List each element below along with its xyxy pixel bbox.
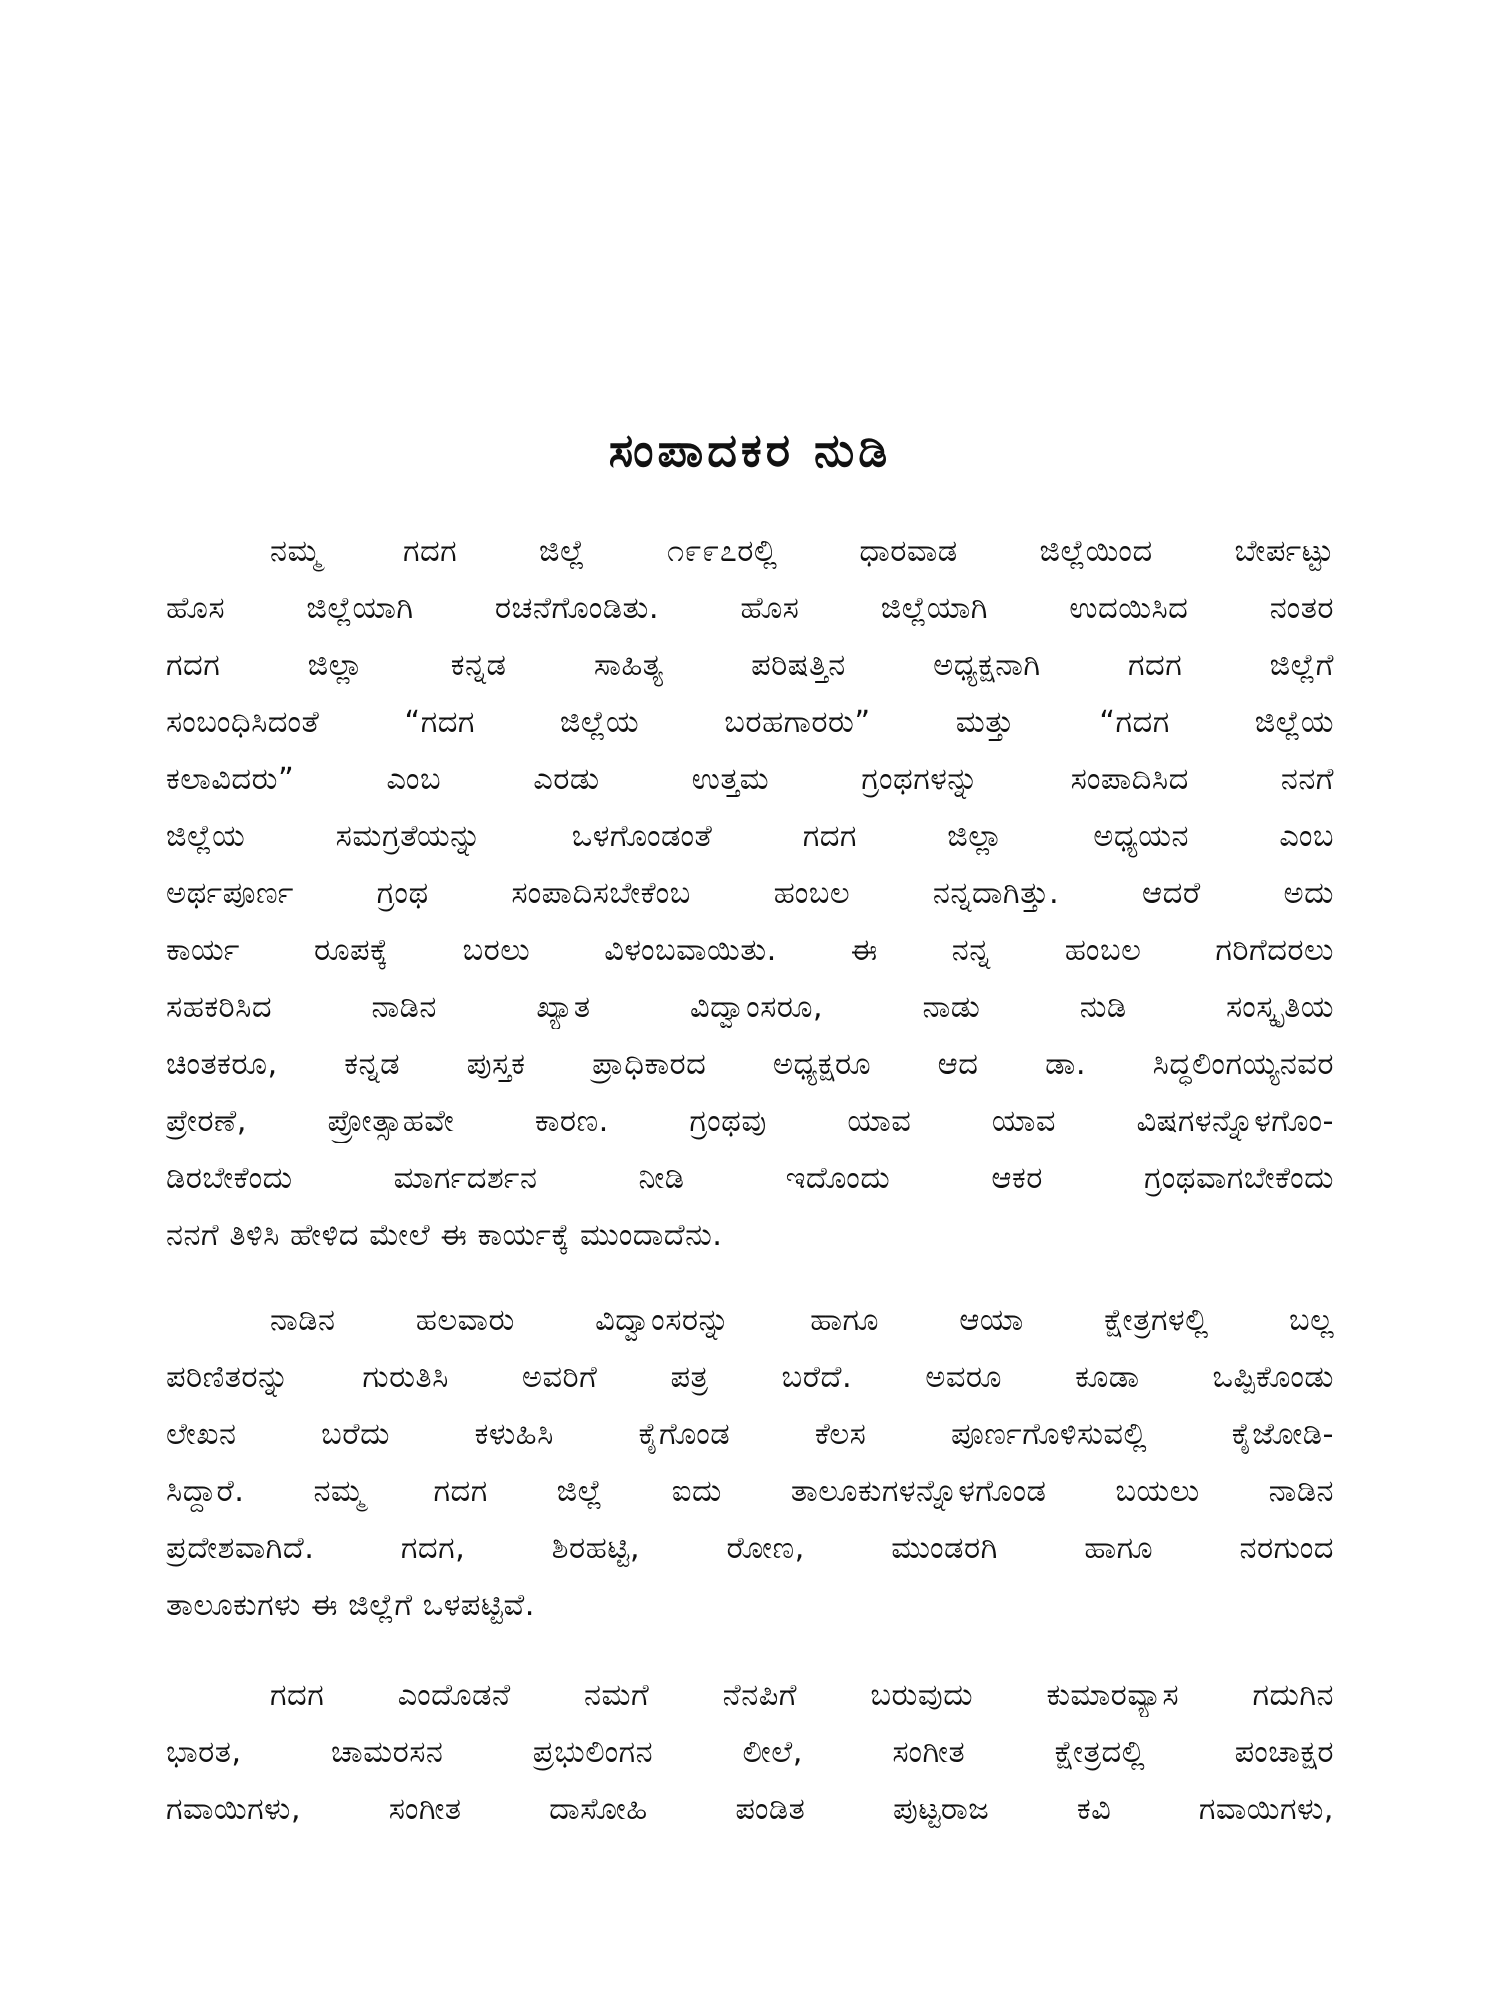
paragraph-2-line-4: ಸಿದ್ದಾರೆ. ನಮ್ಮ ಗದಗ ಜಿಲ್ಲೆ ಐದು ತಾಲೂಕುಗಳನ್ನೊಳಗೊಂಡ ಬಯಲು ನಾಡಿನ: [166, 1474, 1334, 1509]
paragraph-2-line-1: ನಾಡಿನ ಹಲವಾರು ವಿದ್ವಾಂಸರನ್ನು ಹಾಗೂ ಆಯಾ ಕ್ಷೇತ್ರಗಳಲ್ಲಿ ಬಲ್ಲ: [270, 1303, 1334, 1338]
paragraph-3-line-3: ಗವಾಯಿಗಳು, ಸಂಗೀತ ದಾಸೋಹಿ ಪಂಡಿತ ಪುಟ್ಟರಾಜ ಕವಿ ಗವಾಯಿಗಳು,: [166, 1792, 1334, 1827]
paragraph-2-line-2: ಪರಿಣಿತರನ್ನು ಗುರುತಿಸಿ ಅವರಿಗೆ ಪತ್ರ ಬರೆದೆ. ಅವರೂ ಕೂಡಾ ಒಪ್ಪಿಕೊಂಡು: [166, 1360, 1334, 1395]
paragraph-1-line-5: ಕಲಾವಿದರು” ಎಂಬ ಎರಡು ಉತ್ತಮ ಗ್ರಂಥಗಳನ್ನು ಸಂಪಾದಿಸಿದ ನನಗೆ: [166, 762, 1334, 797]
paragraph-1-line-8: ಕಾರ್ಯ ರೂಪಕ್ಕೆ ಬರಲು ವಿಳಂಬವಾಯಿತು. ಈ ನನ್ನ ಹಂಬಲ ಗರಿಗೆದರಲು: [166, 933, 1334, 968]
paragraph-1-line-12: ಡಿರಬೇಕೆಂದು ಮಾರ್ಗದರ್ಶನ ನೀಡಿ ಇದೊಂದು ಆಕರ ಗ್ರಂಥವಾಗಬೇಕೆಂದು: [166, 1161, 1334, 1196]
paragraph-1-line-7: ಅರ್ಥಪೂರ್ಣ ಗ್ರಂಥ ಸಂಪಾದಿಸಬೇಕೆಂಬ ಹಂಬಲ ನನ್ನದಾಗಿತ್ತು. ಆದರೆ ಅದು: [166, 876, 1334, 911]
paragraph-1-line-6: ಜಿಲ್ಲೆಯ ಸಮಗ್ರತೆಯನ್ನು ಒಳಗೊಂಡಂತೆ ಗದಗ ಜಿಲ್ಲಾ ಅಧ್ಯಯನ ಎಂಬ: [166, 819, 1334, 854]
paragraph-3-line-2: ಭಾರತ, ಚಾಮರಸನ ಪ್ರಭುಲಿಂಗನ ಲೀಲೆ, ಸಂಗೀತ ಕ್ಷೇತ್ರದಲ್ಲಿ ಪಂಚಾಕ್ಷರ: [166, 1735, 1334, 1770]
page-title: ಸಂಪಾದಕರ ನುಡಿ: [608, 423, 892, 477]
paragraph-3-line-1: ಗದಗ ಎಂದೊಡನೆ ನಮಗೆ ನೆನಪಿಗೆ ಬರುವುದು ಕುಮಾರವ್ಯಾಸ ಗದುಗಿನ: [270, 1678, 1334, 1713]
paragraph-1-line-4: ಸಂಬಂಧಿಸಿದಂತೆ “ಗದಗ ಜಿಲ್ಲೆಯ ಬರಹಗಾರರು” ಮತ್ತು “ಗದಗ ಜಿಲ್ಲೆಯ: [166, 705, 1334, 740]
paragraph-2-line-6: ತಾಲೂಕುಗಳು ಈ ಜಿಲ್ಲೆಗೆ ಒಳಪಟ್ಟಿವೆ.: [166, 1588, 535, 1623]
paragraph-2-line-5: ಪ್ರದೇಶವಾಗಿದೆ. ಗದಗ, ಶಿರಹಟ್ಟಿ, ರೋಣ, ಮುಂಡರಗಿ ಹಾಗೂ ನರಗುಂದ: [166, 1531, 1334, 1566]
paragraph-1-line-1: ನಮ್ಮ ಗದಗ ಜಿಲ್ಲೆ ೧೯೯೭ರಲ್ಲಿ ಧಾರವಾಡ ಜಿಲ್ಲೆಯಿಂದ ಬೇರ್ಪಟ್ಟು: [270, 534, 1334, 569]
paragraph-1-line-2: ಹೊಸ ಜಿಲ್ಲೆಯಾಗಿ ರಚನೆಗೊಂಡಿತು. ಹೊಸ ಜಿಲ್ಲೆಯಾಗಿ ಉದಯಿಸಿದ ನಂತರ: [166, 591, 1334, 626]
paragraph-1-line-10: ಚಿಂತಕರೂ, ಕನ್ನಡ ಪುಸ್ತಕ ಪ್ರಾಧಿಕಾರದ ಅಧ್ಯಕ್ಷರೂ ಆದ ಡಾ. ಸಿದ್ಧಲಿಂಗಯ್ಯನವರ: [166, 1047, 1334, 1082]
paragraph-2-line-3: ಲೇಖನ ಬರೆದು ಕಳುಹಿಸಿ ಕೈಗೊಂಡ ಕೆಲಸ ಪೂರ್ಣಗೊಳಿಸುವಲ್ಲಿ ಕೈಜೋಡಿ-: [166, 1417, 1334, 1452]
paragraph-1-line-13: ನನಗೆ ತಿಳಿಸಿ ಹೇಳಿದ ಮೇಲೆ ಈ ಕಾರ್ಯಕ್ಕೆ ಮುಂದಾದೆನು.: [166, 1218, 723, 1253]
paragraph-1-line-3: ಗದಗ ಜಿಲ್ಲಾ ಕನ್ನಡ ಸಾಹಿತ್ಯ ಪರಿಷತ್ತಿನ ಅಧ್ಯಕ್ಷನಾಗಿ ಗದಗ ಜಿಲ್ಲೆಗೆ: [166, 648, 1334, 683]
paragraph-1-line-9: ಸಹಕರಿಸಿದ ನಾಡಿನ ಖ್ಯಾತ ವಿದ್ವಾಂಸರೂ, ನಾಡು ನುಡಿ ಸಂಸ್ಕೃತಿಯ: [166, 990, 1334, 1025]
paragraph-1-line-11: ಪ್ರೇರಣೆ, ಪ್ರೋತ್ಸಾಹವೇ ಕಾರಣ. ಗ್ರಂಥವು ಯಾವ ಯಾವ ವಿಷಗಳನ್ನೊಳಗೊಂ-: [166, 1104, 1334, 1139]
